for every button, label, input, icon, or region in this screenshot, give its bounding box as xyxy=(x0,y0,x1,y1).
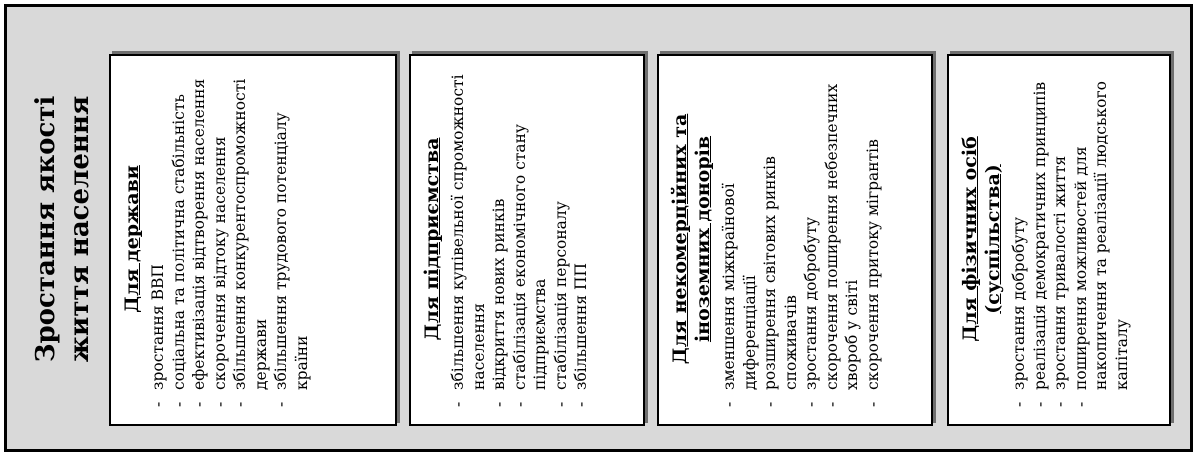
box-title-line: (суспільства) xyxy=(982,164,1004,314)
list-item: - збільшення трудового потенціалу країни xyxy=(271,68,312,410)
box-title-line: Для фізичних осіб xyxy=(959,136,981,342)
main-title-line: життя населення xyxy=(65,95,95,363)
list-item: - поширення можливостей для накопичення та реалізації людського капіталу xyxy=(1071,68,1133,410)
benefit-list xyxy=(148,68,312,410)
list-item: - стабілізація економічного стану підприємства xyxy=(510,68,551,410)
box-title xyxy=(959,68,1005,410)
list-item: - стабілізація персоналу xyxy=(551,68,572,410)
benefit-list xyxy=(1009,68,1132,410)
box-content xyxy=(659,56,947,424)
diagram-frame xyxy=(4,4,1193,452)
list-item: - зростання добробуту xyxy=(801,68,822,410)
list-item: - збільшення конкурентоспроможності держави xyxy=(230,68,271,410)
box-state xyxy=(109,54,397,426)
list-item: - реалізація демократичних принципів xyxy=(1030,68,1051,410)
list-item: - збільшення ПП xyxy=(571,68,592,410)
box-donors xyxy=(657,54,933,426)
list-item: - зменшення міжкраїнової диференціації xyxy=(719,68,760,410)
benefit-list xyxy=(448,68,592,410)
list-item: - соціальна та політична стабільність xyxy=(169,68,190,410)
list-item: - збільшення купівельної спроможності населення xyxy=(448,68,489,410)
list-item: - зростання ВВП xyxy=(148,68,169,410)
main-title-line: Зростання якості xyxy=(31,95,61,363)
benefit-list xyxy=(719,68,883,410)
box-content xyxy=(949,56,1203,424)
box-content xyxy=(111,56,399,424)
box-title: Для держави xyxy=(121,165,143,313)
list-item: - скорочення поширення небезпечних хвороб у світі xyxy=(822,68,863,410)
list-item: - скорочення відтоку населення xyxy=(210,68,231,410)
box-title-line: іноземних донорів xyxy=(692,135,714,343)
list-item: - ефективізація відтворення населення xyxy=(189,68,210,410)
list-item: - розширення світових ринків споживачів xyxy=(760,68,801,410)
list-item: - зростання тривалості життя xyxy=(1050,68,1071,410)
box-content xyxy=(411,56,699,424)
list-item: - відкриття нових ринків xyxy=(489,68,510,410)
main-title xyxy=(15,79,111,379)
box-individuals xyxy=(947,54,1171,426)
box-title: Для підприємства xyxy=(421,137,443,341)
list-item: - скорочення притоку мігрантів xyxy=(863,68,884,410)
box-title-line: Для некомерційних та xyxy=(669,113,691,365)
box-title xyxy=(669,68,715,410)
list-item: - зростання добробуту xyxy=(1009,68,1030,410)
box-enterprise xyxy=(409,54,645,426)
